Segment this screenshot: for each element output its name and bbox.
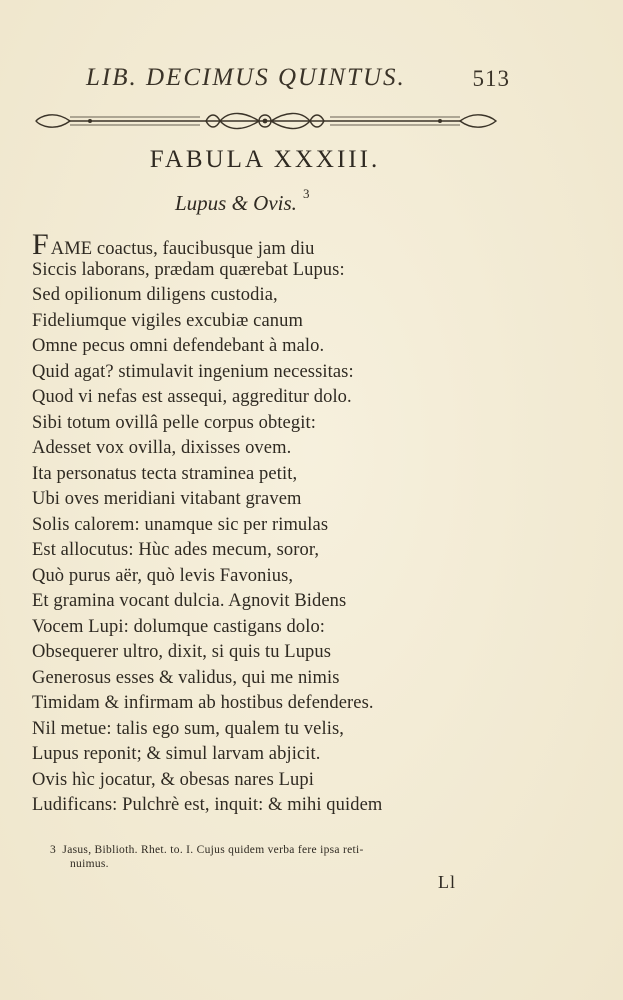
fable-title-text: FABULA XXXIII. <box>149 146 381 173</box>
page-number: 513 <box>472 66 510 91</box>
verse-line: Lupus reponit; & simul larvam abjicit. <box>32 744 321 764</box>
verse-body <box>32 228 492 819</box>
verse-line: Ita personatus tecta straminea petit, <box>32 463 298 484</box>
verse-line: Sed opilionum diligens custodia, <box>32 285 278 305</box>
footnote <box>50 843 520 871</box>
verse-line: Siccis laborans, prædam quærebat Lupus: <box>32 259 345 280</box>
verse-line: Adesset vox ovilla, dixisses ovem. <box>32 438 292 458</box>
footnote-number: 3 <box>50 844 57 856</box>
verse-line: Quò purus aër, quò levis Favonius, <box>32 565 294 586</box>
drop-cap: F <box>32 228 49 261</box>
verse-line: Et gramina vocant dulcia. Agnovit Bidens <box>32 591 347 611</box>
verse-line: Nil metue: talis ego sum, qualem tu velis, <box>32 718 344 739</box>
verse-line-text: AME coactus, faucibusque jam diu <box>50 239 315 259</box>
verse-line: Generosus esses & validus, qui me nimis <box>32 667 340 688</box>
verse-line: Solis calorem: unamque sic per rimulas <box>32 514 329 535</box>
footnote-line-2: nuimus. <box>70 858 109 870</box>
footnote-line-1: Jasus, Biblioth. Rhet. to. I. Cujus quidem verba fere ipsa reti- <box>62 844 364 856</box>
verse-line: Fideliumque vigiles excubiæ canum <box>32 310 303 331</box>
verse-line: Obsequerer ultro, dixit, si quis tu Lupus <box>32 642 332 662</box>
fable-subtitle <box>175 186 310 216</box>
running-head <box>70 62 510 96</box>
running-head-title: LIB. DECIMUS QUINTUS. <box>86 64 406 91</box>
footnote-ref: 3 <box>302 186 310 201</box>
verse-line <box>32 228 492 261</box>
signature-mark: Ll <box>438 872 456 892</box>
ornamental-rule <box>30 108 500 134</box>
verse-line: Ovis hìc jocatur, & obesas nares Lupi <box>32 769 314 790</box>
verse-line: Quod vi nefas est assequi, aggreditur dolo. <box>32 387 352 407</box>
verse-line: Ludificans: Pulchrè est, inquit: & mihi quidem <box>32 795 383 815</box>
verse-line: Ubi oves meridiani vitabant gravem <box>32 489 302 509</box>
verse-line: Timidam & infirmam ab hostibus defenderes. <box>32 693 374 713</box>
fable-title <box>0 146 510 174</box>
verse-line: Est allocutus: Hùc ades mecum, soror, <box>32 540 320 560</box>
verse-line: Vocem Lupi: dolumque castigans dolo: <box>32 616 326 637</box>
verse-line: Quid agat? stimulavit ingenium necessitas: <box>32 361 354 382</box>
verse-line: Sibi totum ovillâ pelle corpus obtegit: <box>32 412 316 433</box>
subtitle-text: Lupus & Ovis. <box>175 191 297 215</box>
verse-line: Omne pecus omni defendebant à malo. <box>32 336 325 356</box>
